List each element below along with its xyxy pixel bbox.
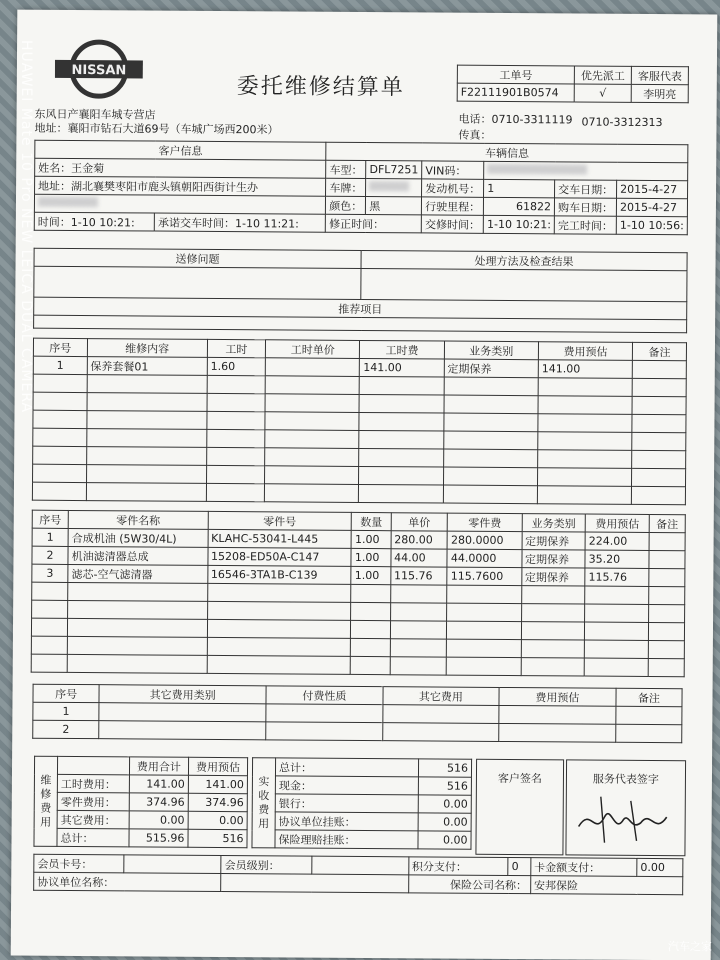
- mileage: 61822: [484, 197, 555, 215]
- other-cell: 1: [33, 702, 99, 720]
- part-cell: 1.00: [351, 530, 390, 548]
- labor-cell: 1: [33, 356, 87, 374]
- document-title: 委托维修结算单: [236, 74, 405, 101]
- labor-cell: [633, 360, 687, 378]
- part-row: [31, 654, 684, 677]
- store-phone: 电话：0710-3311119: [458, 112, 573, 127]
- invoice-paper: [11, 10, 718, 960]
- labor-cell: 1.60: [207, 357, 265, 375]
- store-address: 地址：襄阳市钻石大道69号（车城广场西200米）: [34, 121, 279, 137]
- other-header: 付费性质: [266, 686, 383, 705]
- labor-header: 维修内容: [87, 339, 207, 358]
- part-cell: 机油滤清器总成: [68, 546, 208, 565]
- part-header: 零件号: [208, 511, 352, 530]
- part-header: 序号: [32, 510, 68, 528]
- part-cell: 224.00: [585, 532, 649, 550]
- handover-time: 1-10 10:21:: [483, 215, 554, 233]
- part-header: 零件费: [448, 513, 522, 532]
- part-cell: [649, 532, 685, 550]
- part-cell: 1: [32, 528, 68, 546]
- customer-address: 湖北襄樊枣阳市鹿头镇朝阳西街计生办: [71, 179, 259, 194]
- fee-row: 总计： 515.96 516: [34, 828, 247, 847]
- other-cell: 2: [33, 720, 99, 738]
- part-cell: 定期保养: [522, 532, 586, 550]
- repair-fees-table: 维修费用 费用合计 费用预估 工时费用： 141.00 141.00 零件费用： 374.96 374.96 其它费用： 0.00 0.00 总计： 515.96 516: [33, 756, 248, 848]
- labor-header: 序号: [33, 338, 87, 356]
- labor-cell: 141.00: [538, 360, 632, 379]
- nissan-logo: [55, 38, 143, 101]
- part-cell: 定期保养: [522, 550, 586, 568]
- part-cell: 115.7600: [447, 567, 521, 586]
- part-header: 数量: [352, 512, 391, 530]
- part-header: 单价: [391, 513, 448, 531]
- labor-table: [32, 338, 687, 506]
- part-header: 业务类别: [522, 514, 586, 532]
- labor-header: 工时单价: [266, 340, 360, 359]
- part-cell: 2: [32, 546, 68, 564]
- paid-fees-side: 实收费用: [252, 758, 276, 848]
- paid-row: 银行： 0.00: [252, 794, 471, 814]
- svg-text:NISSAN: NISSAN: [71, 62, 127, 79]
- site-watermark: 汽车之家: [668, 940, 712, 953]
- fax-label: 传真：: [458, 128, 492, 142]
- part-cell: [649, 568, 685, 586]
- engine-no: 1: [484, 179, 555, 197]
- part-header: 备注: [649, 514, 685, 532]
- labor-cell: [265, 358, 359, 377]
- part-cell: 16546-3TA1B-C139: [207, 565, 351, 584]
- part-cell: 44.00: [391, 549, 448, 567]
- other-header: 费用预估: [499, 687, 616, 706]
- other-header: 其它费用: [383, 687, 500, 706]
- other-header: 备注: [616, 688, 682, 706]
- buy-date: 2015-4-27: [616, 198, 687, 216]
- fee-row: 零件费用： 374.96 374.96: [34, 792, 247, 811]
- issues-table: 送修问题 处理方法及检查结果 推荐项目: [33, 248, 688, 334]
- service-rep: 李明亮: [631, 84, 688, 102]
- car-color: 黑: [366, 197, 422, 215]
- paid-row: 实收费用 总计： 516: [252, 758, 471, 778]
- labor-cell: 保养套餐01: [87, 357, 207, 376]
- part-cell: 15208-ED50A-C147: [208, 547, 352, 566]
- camera-watermark: HUAWEI Mate 10 Pro NEW LEICA DUAL CAMERA: [18, 40, 34, 414]
- paid-row: 保险理赔挂账： 0.00: [252, 830, 471, 850]
- rep-signature-box: 服务代表签字: [565, 759, 686, 856]
- other-row: [33, 720, 682, 743]
- part-cell: 滤芯-空气滤清器: [68, 564, 208, 583]
- part-header: 费用预估: [585, 514, 649, 532]
- points-paid: 0: [508, 858, 531, 876]
- fee-row: 工时费用： 141.00 141.00: [34, 774, 247, 793]
- done-time: 1-10 10:56:: [616, 216, 687, 234]
- info-table: 客户信息 车辆信息 姓名：王金菊 车型： DFL7251 VIN码： 地址：湖北襄樊枣阳市鹿头镇朝阳西街计生办 车牌： 发动机号： 1 交车日期： 2015-4-27 颜色： 黑 行驶里程： 61822 购车日期： 2015-4-27 时间：1-10 10:21: 承诺交车时间：1-10 11:21: 修正时间： 交修时间： 1-10 10:21: 完工时间： 1-10 10:56:: [34, 140, 689, 236]
- labor-header: 工时: [207, 339, 265, 357]
- handwritten-signature: [570, 786, 680, 851]
- footer-table: 会员卡号： 会员级别： 积分支付： 0 卡金额支付： 0.00 协议单位名称： 保险公司名称： 安邦保险: [33, 854, 683, 896]
- labor-header: 备注: [633, 342, 687, 360]
- labor-cell: 定期保养: [444, 359, 538, 378]
- labor-header: 工时费: [360, 340, 444, 359]
- paid-row: 现金： 516: [252, 776, 471, 796]
- part-cell: 1.00: [351, 566, 390, 584]
- other-fees-table: [32, 684, 682, 744]
- labor-header: 费用预估: [538, 342, 632, 361]
- card-paid: 0.00: [637, 858, 683, 876]
- fee-row: 其它费用： 0.00 0.00: [34, 810, 247, 829]
- other-header: 其它费用类别: [99, 685, 266, 704]
- order-number: F22111901B0574: [457, 83, 574, 102]
- repair-fees-side: 维修费用: [34, 756, 58, 846]
- insurance-company: 安邦保险: [530, 876, 682, 895]
- store-name: 东风日产襄阳车城专营店: [34, 107, 156, 122]
- part-header: 零件名称: [68, 510, 208, 529]
- part-cell: 280.0000: [447, 531, 521, 550]
- part-cell: [649, 550, 685, 568]
- promise-time: 1-10 11:21:: [234, 216, 299, 231]
- part-cell: 115.76: [585, 568, 649, 586]
- customer-signature-box: 客户签名: [475, 759, 564, 856]
- deliver-date: 2015-4-27: [617, 180, 688, 198]
- part-cell: 44.0000: [447, 549, 521, 568]
- recommend-heading: 推荐项目: [34, 297, 687, 320]
- plate-redacted: [369, 181, 409, 191]
- store-fax: 0710-3312313: [581, 115, 663, 130]
- part-cell: 280.00: [391, 531, 448, 549]
- part-cell: 115.76: [390, 567, 447, 585]
- part-cell: 35.20: [585, 550, 649, 568]
- car-model: DFL7251: [366, 161, 422, 179]
- labor-row: [32, 482, 685, 505]
- part-cell: 合成机油 (5W30/4L): [68, 528, 208, 547]
- part-cell: 3: [32, 564, 68, 582]
- phone-redacted: [38, 197, 98, 207]
- customer-name: 王金菊: [71, 161, 105, 175]
- part-cell: 定期保养: [521, 568, 585, 586]
- order-table: 工单号 优先派工 客服代表 F22111901B0574 √ 李明亮: [457, 65, 689, 104]
- vin-redacted: [487, 164, 587, 175]
- labor-header: 业务类别: [444, 341, 538, 360]
- priority-check: √: [574, 84, 631, 102]
- part-cell: KLAHC-53041-L445: [208, 529, 352, 548]
- parts-table: [31, 510, 686, 678]
- paid-fees-table: [251, 757, 472, 850]
- part-cell: 1.00: [351, 548, 390, 566]
- paid-row: 协议单位挂账： 0.00: [252, 812, 471, 832]
- labor-cell: 141.00: [360, 358, 444, 377]
- other-header: 序号: [33, 684, 99, 702]
